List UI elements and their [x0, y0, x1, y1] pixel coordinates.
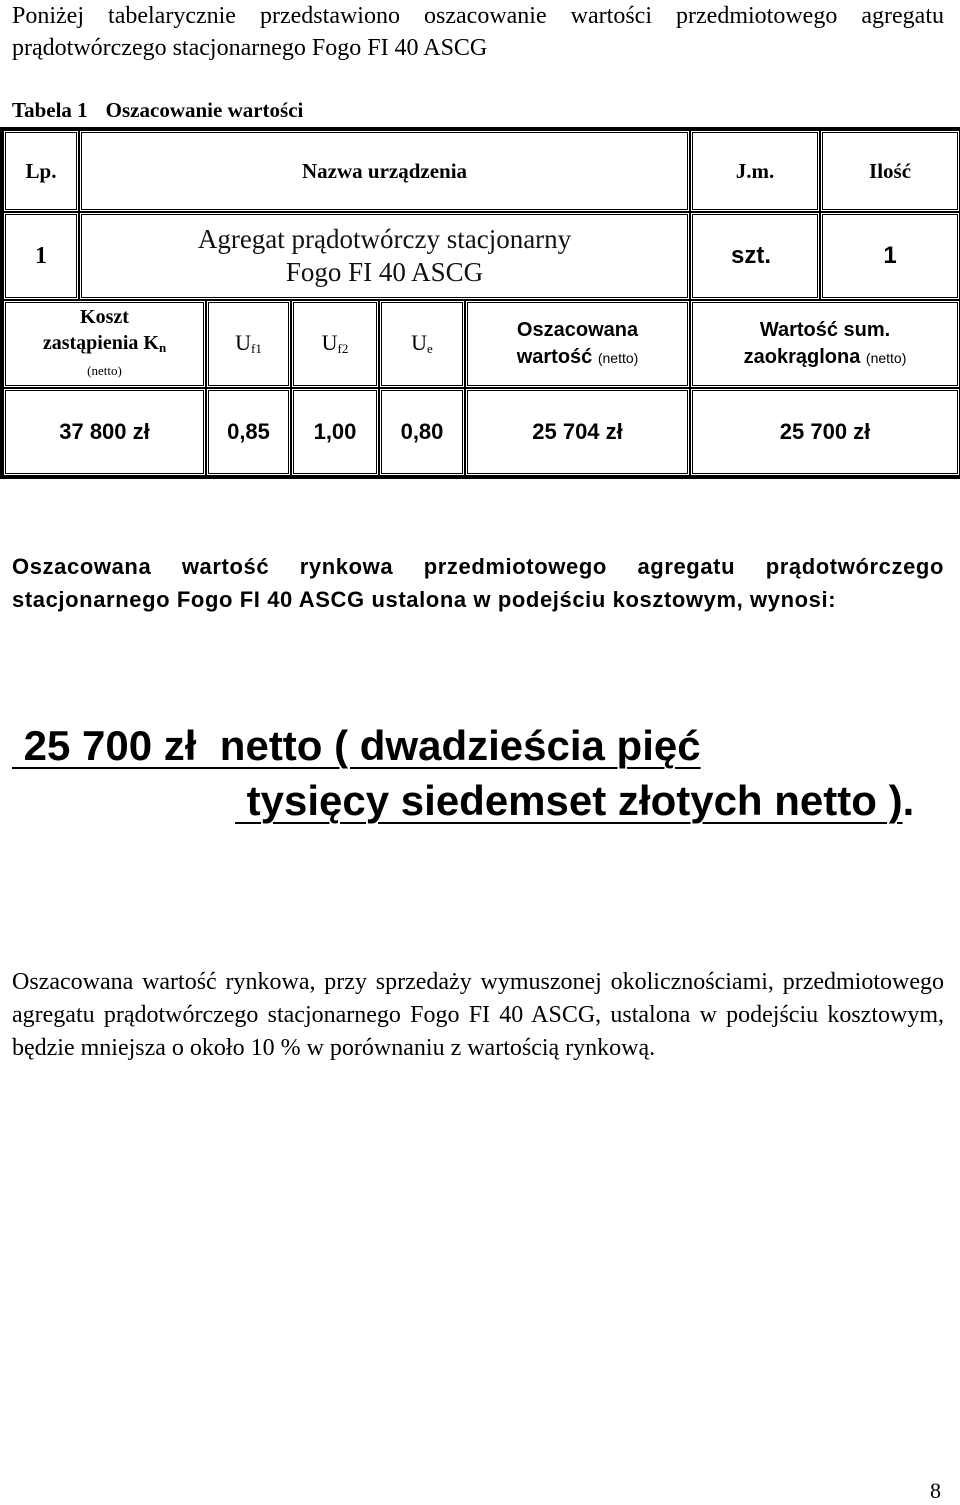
value-ue: 0,80	[379, 388, 465, 476]
valuation-table	[0, 127, 960, 479]
param-koszt-sub: n	[158, 340, 167, 355]
header-name: Nazwa urządzenia	[79, 130, 690, 212]
param-suma-netto: (netto)	[865, 349, 907, 366]
value-zaokraglona: 25 700 zł	[690, 388, 960, 476]
param-zaokraglona	[690, 300, 960, 388]
value-oszacowana: 25 704 zł	[465, 388, 690, 476]
param-oszac-line1: Oszacowana	[516, 318, 639, 341]
final-value-period: .	[902, 777, 915, 824]
summary-paragraph: Oszacowana wartość rynkowa przedmiotowego agregatu prądotwórczego stacjonarnego Fogo FI 40 ASCG ustalona w podejściu kosztowym, wynosi:	[12, 554, 944, 612]
param-koszt-line2: zastąpienia Kn	[42, 332, 167, 355]
header-unit: J.m.	[690, 130, 820, 212]
value-koszt: 37 800 zł	[3, 388, 206, 476]
header-qty: Ilość	[820, 130, 960, 212]
item-name-line2: Fogo FI 40 ASCG	[285, 257, 484, 287]
value-uf1: 0,85	[206, 388, 291, 476]
item-unit-text: szt.	[731, 242, 772, 269]
param-koszt-netto: (netto)	[87, 363, 122, 378]
table-params-row	[3, 300, 960, 388]
page-number: 8	[930, 1478, 941, 1503]
value-uf2: 1,00	[291, 388, 379, 476]
param-koszt-line1: Koszt	[80, 306, 129, 328]
item-name	[79, 212, 690, 300]
table-caption	[12, 95, 303, 125]
closing-paragraph: Oszacowana wartość rynkowa, przy sprzedaży wymuszonej okolicznościami, przedmiotowego agregatu prądotwórczego stacjonarnego Fogo FI 40 ASCG, ustalona w podejściu kosztowym, będzie mniejsza o około 10 % w porównaniu z wartością rynkową.	[12, 969, 944, 1061]
param-koszt	[3, 300, 206, 388]
param-uf2: Uf2	[291, 300, 379, 388]
table-header-row	[3, 130, 960, 212]
final-value-line1: 25 700 zł netto ( dwadzieścia pięć	[12, 722, 701, 769]
table-values-row	[3, 388, 960, 476]
param-oszac-line2: wartość (netto)	[516, 345, 639, 368]
param-oszac-netto: (netto)	[597, 349, 639, 366]
table-title: Oszacowanie wartości	[105, 98, 304, 122]
param-oszacowana	[465, 300, 690, 388]
param-suma-line1: Wartość sum.	[759, 318, 891, 341]
param-uf1: Uf1	[206, 300, 291, 388]
intro-paragraph: Poniżej tabelarycznie przedstawiono oszacowanie wartości przedmiotowego agregatu prądotwórczego stacjonarnego Fogo FI 40 ASCG	[12, 3, 944, 61]
param-suma-line2: zaokrąglona (netto)	[743, 345, 907, 368]
param-ue: Ue	[379, 300, 465, 388]
table-number: Tabela 1	[12, 98, 88, 122]
final-value-line2: tysięcy siedemset złotych netto ).	[235, 777, 915, 824]
item-qty: 1	[820, 212, 960, 300]
item-unit	[690, 212, 820, 300]
header-lp: Lp.	[3, 130, 79, 212]
item-lp: 1	[3, 212, 79, 300]
item-name-line1: Agregat prądotwórczy stacjonarny	[197, 224, 572, 254]
table-item-row	[3, 212, 960, 300]
